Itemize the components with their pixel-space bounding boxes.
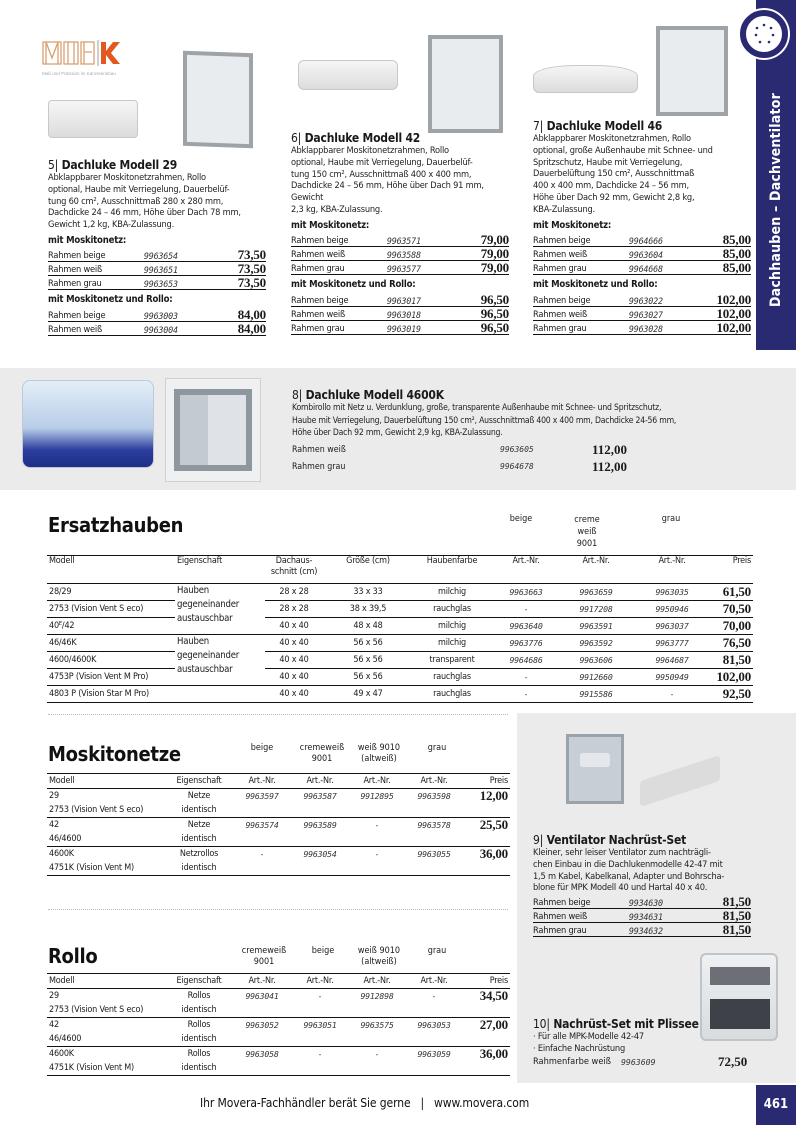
- table-row: 29 2753 (Vision Vent S eco) Rollos identisch 9963041 - 9912898 - 34,50: [47, 989, 510, 1018]
- table-row: 40ᴱ/42 40 x 40 48 x 48 milchig 9963640 9963591 9963037 70,00: [49, 618, 751, 633]
- product-image-model46-frame: [656, 26, 728, 116]
- logo-tagline: Maß und Präzision im Karosseriebau: [42, 71, 116, 76]
- section-title-moskitonetze: Moskitonetze: [48, 742, 181, 766]
- price-table: [48, 307, 266, 336]
- product-image-model29-frame: [183, 51, 253, 148]
- product-image-model46-dome: [533, 65, 638, 93]
- ersatzhauben-table: Modell Eigenschaft Dachaus- schnitt (cm) Größe (cm) Haubenfarbe Art.-Nr. Art.-Nr. Art.-Nr. Preis 28/29 Hauben gegeneinander austauschbar 28 x 28 33 x 33 milchig 9963663 9963659 9963035 61,50 2753 (Vision Vent S eco) 28 x 28 38 x 39,5 rauchglas - 9917208 9950946 70,50 40ᴱ/42 40 x 40 48 x 48 milchig 9963640 9963591 9963037 70,00 46/46K Hauben gegeneinander austauschbar 40 x 40 56 x 56 milchig 9963776 9963592 9963777 76,50 4600/4600K 40 x 40 56 x 56 transparent 9964686 9963606 9964687 81,50 4753P (Vision Vent M Pro) 40 x 40 56 x 56 rauchglas - 9912660 9950949 102,00 4803 P (Vision Star M Pro) 40 x 40 49 x 47 rauchglas - 9915586 - 92,50: [49, 556, 751, 701]
- price-row: Rahmen weiß 9963027 102,00: [533, 305, 751, 321]
- product-image-model4600k-dome: [22, 380, 154, 468]
- product-card-model-4600k: [292, 388, 762, 476]
- price-row: Rahmen grau 9963019 96,50: [291, 319, 509, 335]
- product-number: 9|: [533, 833, 544, 847]
- eigenschaft-cell: Hauben gegeneinander austauschbar: [175, 584, 265, 635]
- price-row: Rahmen weiß 9963018 96,50: [291, 305, 509, 321]
- section-title-ersatzhauben: Ersatzhauben: [48, 513, 184, 537]
- group-heading: mit Moskitonetz:: [48, 234, 127, 246]
- price-row: Rahmen grau 9963653 73,50: [48, 275, 266, 291]
- product-description: Abklappbarer Moskitonetzrahmen, Rollo optional, Haube mit Verriegelung, Dauerbelüf- tung 150 cm², Ausschnittmaß 400 x 400 mm, Dachdicke 24 – 56 mm, Höhe über Dach 91 mm, Gewicht 2,3 kg, KBA-Zulassung.: [291, 145, 484, 215]
- moskitonetze-table: Modell Eigenschaft Art.-Nr. Art.-Nr. Art.-Nr. Art.-Nr. Preis 29 2753 (Vision Vent S eco) Netze identisch 9963597 9963587 9912895 9963598 12,00 42 46/4600 Netze identisch 9963574 9963589 - 9963578 25,50 4600K 4751K (Vision Vent M) Netzrollos identisch - 9963054 - 9963055 36,00: [47, 773, 510, 876]
- table-row: 46/46K Hauben gegeneinander austauschbar 40 x 40 56 x 56 milchig 9963776 9963592 9963777 76,50: [47, 635, 753, 652]
- color-head-creme: creme weiß 9001: [574, 515, 600, 549]
- product-number: 8|: [292, 388, 303, 402]
- rollo-table: Modell Eigenschaft Art.-Nr. Art.-Nr. Art.-Nr. Art.-Nr. Preis 29 2753 (Vision Vent S eco) Rollos identisch 9963041 - 9912898 - 34,50 42 46/4600 Rollos identisch 9963052 9963051 9963575 9963053 27,00 4600K 4751K (Vision Vent M) Rollos identisch 9963058 - - 9963059 36,00: [47, 973, 510, 1076]
- table-row: 4600/4600K 40 x 40 56 x 56 transparent 9964686 9963606 9964687 81,50: [49, 652, 751, 667]
- price-row: Rahmen beige 9934630 81,50: [533, 893, 751, 909]
- price-row: Rahmen beige 9964666 85,00: [533, 232, 751, 248]
- price-table: [48, 248, 266, 291]
- section-title-rollo: Rollo: [48, 944, 98, 968]
- table-row: 4600K 4751K (Vision Vent M) Netzrollos identisch - 9963054 - 9963055 36,00: [47, 847, 510, 876]
- footer-text: Ihr Movera-Fachhändler berät Sie gerne | www.movera.com: [200, 1096, 530, 1110]
- product-number: 5|: [48, 158, 59, 172]
- product-card-model-46: [533, 119, 751, 335]
- page-number: 461: [756, 1085, 796, 1125]
- price-table: [291, 233, 509, 276]
- product-number: 7|: [533, 119, 544, 133]
- product-title: Dachluke Modell 29: [61, 158, 178, 172]
- group-heading: mit Moskitonetz:: [533, 219, 612, 231]
- price-row: Rahmenfarbe weiß 9963609 72,50: [533, 1054, 748, 1069]
- group-heading: mit Moskitonetz und Rollo:: [291, 279, 416, 291]
- product-description: Abklappbarer Moskitonetzrahmen, Rollo optional, große Außenhaube mit Schnee- und Spritzschutz, Haube mit Verriegelung, Dauerbelüftung 150 cm², Ausschnittmaß 400 x 400 mm, Dachdicke 24 – 56 mm, Höhe über Dach 92 mm, Gewicht 2,8 kg, KBA-Zulassung.: [533, 133, 713, 215]
- price-table: [291, 292, 509, 335]
- divider: [48, 909, 508, 910]
- product-image-model4600k-frame: [165, 378, 261, 482]
- product-title: Dachluke Modell 4600K: [305, 388, 444, 402]
- product-title: Ventilator Nachrüst-Set: [546, 833, 687, 847]
- table-row: 4803 P (Vision Star M Pro) 40 x 40 49 x 47 rauchglas - 9915586 - 92,50: [49, 686, 751, 701]
- price-row: Rahmen grau 9964668 85,00: [533, 260, 751, 276]
- group-heading: mit Moskitonetz und Rollo:: [533, 279, 658, 291]
- price-row: Rahmen beige 9963003 84,00: [48, 306, 266, 322]
- price-table: [533, 233, 751, 276]
- product-image-model42-frame: [428, 35, 503, 133]
- product-title: Dachluke Modell 46: [546, 119, 663, 133]
- product-description: Abklappbarer Moskitonetzrahmen, Rollo optional, Haube mit Verriegelung, Dauerbelüf- tung 60 cm², Ausschnittmaß 280 x 280 mm, Dachdicke 24 – 46 mm, Höhe über Dach 78 mm, Gewicht 1,2 kg, KBA-Zulassung.: [48, 172, 241, 231]
- color-head-grau: grau: [661, 514, 681, 524]
- bullet-item: · Einfache Nachrüstung: [533, 1043, 626, 1054]
- table-row: 28/29 Hauben gegeneinander austauschbar 28 x 28 33 x 33 milchig 9963663 9963659 9963035 61,50: [47, 584, 753, 601]
- price-table: [533, 292, 751, 335]
- price-row: Rahmen beige 9963022 102,00: [533, 291, 751, 307]
- group-heading: mit Moskitonetz:: [291, 219, 370, 231]
- eigenschaft-cell: Hauben gegeneinander austauschbar: [177, 636, 240, 675]
- mpk-logo: [42, 40, 132, 76]
- price-row: Rahmen beige 9963017 96,50: [291, 291, 509, 307]
- price-row: Rahmen beige 9963654 73,50: [48, 247, 266, 263]
- product-card-model-29: [48, 158, 266, 336]
- price-row: Rahmen weiß 9963004 84,00: [48, 320, 266, 336]
- price-row: Rahmen weiß 9963588 79,00: [291, 246, 509, 262]
- table-row: 4753P (Vision Vent M Pro) 40 x 40 56 x 56 rauchglas - 9912660 9950949 102,00: [49, 669, 751, 684]
- product-image-model29-dome: [48, 100, 138, 138]
- category-label: Dachhauben – Dachventilator: [768, 93, 784, 307]
- product-card-model-42: [291, 131, 509, 335]
- table-row: 42 46/4600 Netze identisch 9963574 9963589 - 9963578 25,50: [47, 818, 510, 847]
- product-title: Nachrüst-Set mit Plissee: [553, 1017, 699, 1031]
- product-number: 6|: [291, 131, 302, 145]
- price-row: Rahmen grau 9963577 79,00: [291, 260, 509, 276]
- price-row: Rahmen weiß 9934631 81,50: [533, 907, 751, 923]
- product-description: Kleiner, sehr leiser Ventilator zum nachträgli- chen Einbau in die Dachlukenmodelle 42-47 mit 1,5 m Kabel, Kabelkanal, Adapter und Bohrscha- blone für MPK Modell 40 und Hartal 40 x 40.: [533, 847, 725, 894]
- price-row: Rahmen beige 9963571 79,00: [291, 232, 509, 248]
- group-heading: mit Moskitonetz und Rollo:: [48, 294, 173, 306]
- color-heads: beige cremeweiß 9001 weiß 9010 (altweiß) grau: [250, 743, 447, 764]
- price-row: Rahmen weiß 9963604 85,00: [533, 246, 751, 262]
- price-row: Rahmen grau 9934632 81,50: [533, 921, 751, 937]
- product-number: 10|: [533, 1017, 550, 1031]
- price-row: Rahmen weiß 9963605 112,00: [292, 441, 628, 457]
- table-row: 2753 (Vision Vent S eco) 28 x 28 38 x 39,5 rauchglas - 9917208 9950946 70,50: [49, 601, 751, 616]
- product-title: Dachluke Modell 42: [304, 131, 421, 145]
- product-image-ventilator-frame: [566, 734, 624, 804]
- divider: [48, 714, 508, 715]
- bullet-item: · Für alle MPK-Modelle 42-47: [533, 1031, 644, 1042]
- product-card-ventilator: [533, 833, 753, 937]
- price-row: Rahmen weiß 9963651 73,50: [48, 261, 266, 277]
- table-row: 29 2753 (Vision Vent S eco) Netze identisch 9963597 9963587 9912895 9963598 12,00: [47, 789, 510, 818]
- product-description: Kombirollo mit Netz u. Verdunklung, große, transparente Außenhaube mit Schnee- und Spritzschutz, Haube mit Verriegelung, Dauerbelüftung 150 cm², Ausschnittmaß 400 x 400 mm, Dachdicke 24-56 mm, Höhe über Dach 92 mm, Gewicht 2,9 kg, KBA-Zulassung.: [292, 403, 677, 438]
- roof-vent-icon: [740, 10, 788, 58]
- price-table: [533, 894, 751, 937]
- table-row: 42 46/4600 Rollos identisch 9963052 9963051 9963575 9963053 27,00: [47, 1018, 510, 1047]
- product-card-plissee: [533, 1017, 753, 1070]
- product-image-model42-dome: [298, 60, 398, 90]
- color-head-beige: beige: [509, 514, 533, 524]
- price-row: Rahmen grau 9964678 112,00: [292, 458, 628, 474]
- color-heads: cremeweiß 9001 beige weiß 9010 (altweiß) grau: [241, 946, 447, 967]
- table-row: 4600K 4751K (Vision Vent M) Rollos identisch 9963058 - - 9963059 36,00: [47, 1047, 510, 1076]
- price-row: Rahmen grau 9963028 102,00: [533, 319, 751, 335]
